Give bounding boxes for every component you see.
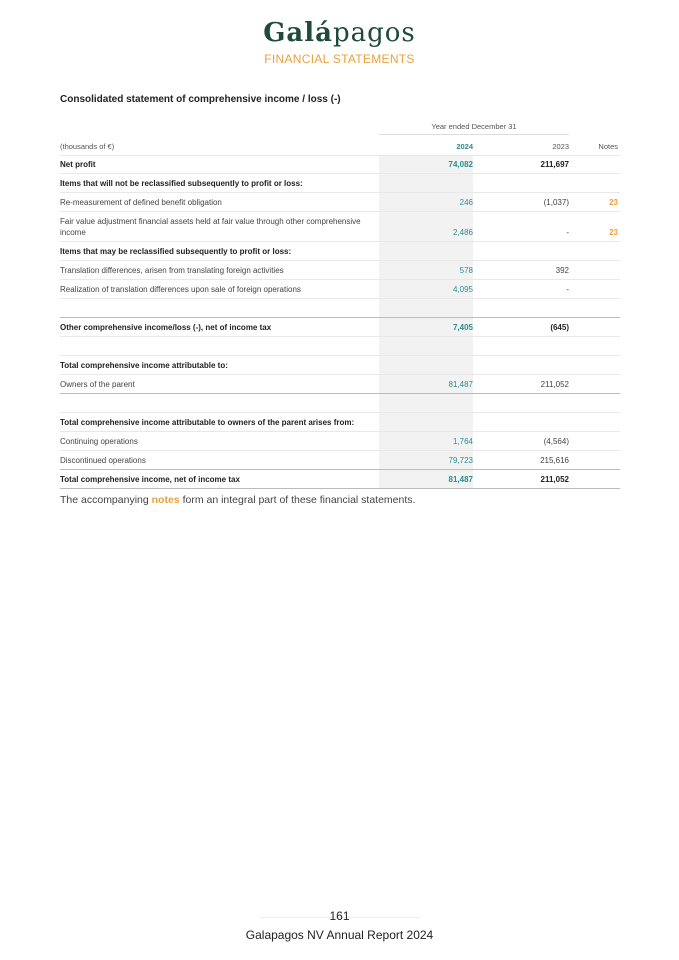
value-2024: 2,486 — [379, 212, 473, 241]
table-row — [60, 192, 620, 211]
spacer-2024 — [379, 394, 473, 412]
table-header — [60, 119, 620, 155]
value-2024: 81,487 — [379, 375, 473, 393]
row-label: Realization of translation differences upon sale of foreign operations — [60, 284, 301, 294]
table-row — [60, 431, 620, 450]
row-label: Re-measurement of defined benefit obligation — [60, 197, 222, 207]
value-2024: 4,095 — [379, 280, 473, 298]
footnote-text-before: The accompanying — [60, 494, 152, 506]
value-2023: 211,052 — [540, 474, 569, 484]
units-header: (thousands of €) — [60, 142, 115, 151]
table-row — [60, 450, 620, 469]
row-label: Discontinued operations — [60, 455, 146, 465]
note-ref: 23 — [609, 228, 618, 237]
year-ended-header: Year ended December 31 — [431, 122, 517, 131]
row-label: Translation differences, arisen from translating foreign activities — [60, 265, 284, 275]
company-logo — [0, 18, 679, 48]
value-2023: (4,564) — [543, 436, 569, 446]
logo-text-light: pagos — [332, 18, 416, 48]
row-label: Net profit — [60, 160, 96, 169]
spacer-row — [60, 336, 620, 355]
footnote — [60, 494, 415, 506]
value-2023: (645) — [550, 322, 569, 332]
value-2024: 79,723 — [379, 451, 473, 469]
row-label: Items that will not be reclassified subsequently to profit or loss: — [60, 178, 303, 188]
row-label: Other comprehensive income/loss (-), net of income tax — [60, 322, 272, 332]
row-label: Total comprehensive income attributable to owners of the parent arises from: — [60, 417, 355, 427]
footnote-text-after: form an integral part of these financial statements. — [179, 494, 416, 506]
col-header-2024: 2024 — [456, 142, 473, 151]
section-title: FINANCIAL STATEMENTS — [264, 52, 415, 66]
value-2023: 392 — [555, 265, 569, 275]
value-2024: 81,487 — [379, 470, 473, 488]
income-statement-table — [60, 119, 620, 489]
statement-title: Consolidated statement of comprehensive income / loss (-) — [60, 94, 341, 105]
notes-link[interactable]: notes — [151, 494, 180, 506]
spacer-2024 — [379, 299, 473, 317]
page-number: 161 — [329, 909, 350, 923]
value-2023: (1,037) — [543, 197, 569, 207]
table-row — [60, 469, 620, 489]
col-header-notes: Notes — [598, 142, 618, 151]
table-row — [60, 355, 620, 374]
table-row — [60, 241, 620, 260]
value-2023: - — [566, 284, 569, 294]
spacer-2024 — [379, 337, 473, 355]
value-2024: 7,405 — [379, 318, 473, 336]
logo-text-bold: Galá — [263, 18, 333, 48]
row-label: Fair value adjustment financial assets held at fair value through other comprehensive income — [60, 216, 361, 237]
value-2023: 211,052 — [540, 379, 569, 389]
value-2024: 578 — [379, 261, 473, 279]
value-2024: 246 — [379, 193, 473, 211]
table-row — [60, 155, 620, 173]
spacer-row — [60, 298, 620, 317]
value-2023: - — [566, 228, 569, 237]
value-2023: 211,697 — [540, 160, 569, 169]
col-header-2023: 2023 — [552, 142, 569, 151]
table-row — [60, 317, 620, 336]
report-title: Galapagos NV Annual Report 2024 — [245, 928, 434, 942]
row-label: Owners of the parent — [60, 379, 135, 389]
value-2023: 215,616 — [540, 455, 569, 465]
value-2024: 74,082 — [379, 156, 473, 173]
table-row — [60, 374, 620, 393]
note-ref: 23 — [609, 197, 618, 207]
table-row — [60, 279, 620, 298]
year-ended-rule — [379, 134, 569, 135]
row-label: Total comprehensive income attributable to: — [60, 360, 228, 370]
value-2024 — [379, 413, 473, 431]
value-2024 — [379, 242, 473, 260]
row-label: Continuing operations — [60, 436, 138, 446]
value-2024: 1,764 — [379, 432, 473, 450]
spacer-row — [60, 393, 620, 412]
table-row — [60, 173, 620, 192]
value-2024 — [379, 356, 473, 374]
row-label: Total comprehensive income, net of income tax — [60, 474, 240, 484]
value-2024 — [379, 174, 473, 192]
table-row — [60, 211, 620, 241]
row-label: Items that may be reclassified subsequently to profit or loss: — [60, 246, 292, 256]
table-row — [60, 260, 620, 279]
table-row — [60, 412, 620, 431]
